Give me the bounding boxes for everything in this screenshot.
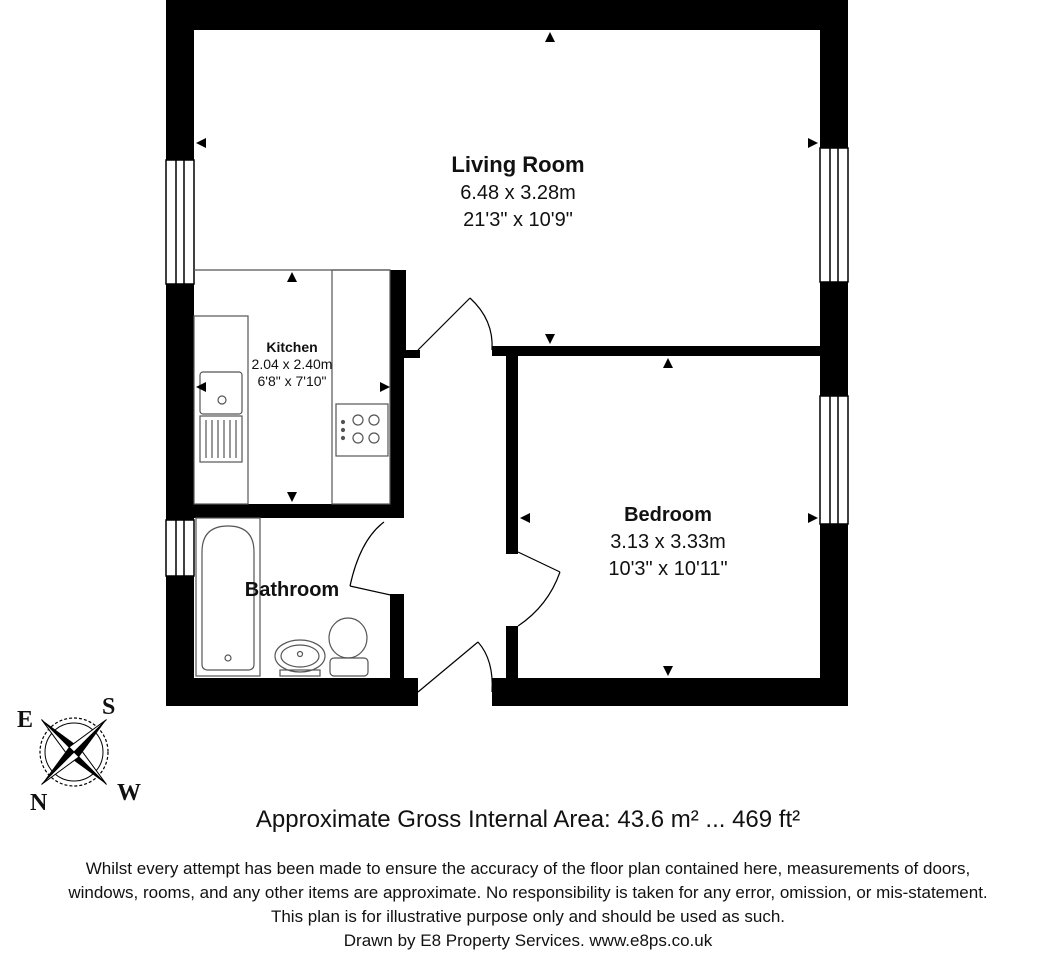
marker-living-top bbox=[545, 32, 555, 42]
kitchen-door-stub bbox=[390, 350, 420, 358]
doors bbox=[350, 298, 560, 692]
disclaimer bbox=[0, 857, 1056, 953]
disclaimer-line-3: This plan is for illustrative purpose only and should be used as such. bbox=[270, 907, 786, 926]
living-bedroom-wall bbox=[492, 346, 820, 356]
window-bathroom-west bbox=[166, 520, 194, 576]
bedroom-door-leaf bbox=[518, 552, 560, 572]
toilet-bowl bbox=[329, 618, 367, 658]
bathroom-door-swing bbox=[350, 522, 384, 586]
kitchen-door-swing bbox=[470, 298, 492, 350]
bedroom-west-wall-lower bbox=[506, 626, 518, 678]
marker-bedroom-left bbox=[520, 513, 530, 523]
marker-bedroom-right bbox=[808, 513, 818, 523]
compass-e-label: E bbox=[17, 707, 34, 733]
window-living-west bbox=[166, 160, 194, 284]
bedroom-west-wall-upper bbox=[506, 346, 518, 554]
south-wall-right bbox=[492, 678, 848, 706]
bedroom-metric: 3.13 x 3.33m bbox=[610, 531, 726, 553]
marker-kitchen-left bbox=[196, 382, 206, 392]
kitchen-door-leaf bbox=[418, 298, 470, 350]
compass-s-label: S bbox=[102, 694, 116, 720]
bathroom-name: Bathroom bbox=[244, 579, 340, 601]
marker-living-left bbox=[196, 138, 206, 148]
living-room-imperial: 21'3" x 10'9" bbox=[463, 209, 573, 231]
kitchen-imperial: 6'8" x 7'10" bbox=[257, 373, 327, 389]
bedroom-name: Bedroom bbox=[624, 504, 712, 526]
living-room-metric: 6.48 x 3.28m bbox=[460, 182, 576, 204]
bedroom-label bbox=[568, 504, 768, 581]
kitchen-east-wall bbox=[390, 358, 404, 518]
disclaimer-line-4: Drawn by E8 Property Services. www.e8ps.co.uk bbox=[343, 931, 713, 950]
kitchen-name: Kitchen bbox=[266, 339, 318, 355]
north-wall bbox=[166, 0, 848, 30]
bathroom-door-leaf bbox=[350, 586, 404, 598]
compass-w-label: W bbox=[117, 780, 141, 806]
bedroom-imperial: 10'3" x 10'11" bbox=[608, 558, 728, 580]
bedroom-door-swing bbox=[518, 572, 560, 626]
kitchen-bathroom-wall bbox=[194, 504, 404, 518]
marker-kitchen-top bbox=[287, 272, 297, 282]
marker-bedroom-top bbox=[663, 358, 673, 368]
window-bedroom-east bbox=[820, 396, 848, 524]
window-living-east bbox=[820, 148, 848, 282]
east-wall bbox=[820, 0, 848, 706]
kitchen-east-wall-upper bbox=[390, 270, 406, 350]
disclaimer-line-1: Whilst every attempt has been made to ensure the accuracy of the floor plan contained here, measurements of doors, bbox=[85, 859, 971, 878]
gross-internal-area: Approximate Gross Internal Area: 43.6 m² ... 469 ft² bbox=[255, 806, 801, 833]
toilet-cistern bbox=[330, 658, 368, 676]
living-room-label bbox=[418, 152, 618, 232]
marker-kitchen-bottom bbox=[287, 492, 297, 502]
entrance-door-leaf bbox=[418, 642, 478, 692]
kitchen-label bbox=[234, 339, 350, 390]
kitchen-metric: 2.04 x 2.40m bbox=[251, 356, 333, 372]
marker-living-bottom bbox=[545, 334, 555, 344]
west-wall bbox=[166, 0, 194, 706]
bathroom-east-wall bbox=[390, 594, 404, 678]
marker-kitchen-right bbox=[380, 382, 390, 392]
disclaimer-line-2: windows, rooms, and any other items are approximate. No responsibility is taken for any error, omission, or mis-statement. bbox=[68, 883, 988, 902]
marker-bedroom-bottom bbox=[663, 666, 673, 676]
south-wall-left bbox=[166, 678, 418, 706]
entrance-door-swing bbox=[478, 642, 492, 692]
marker-living-right bbox=[808, 138, 818, 148]
living-room-name: Living Room bbox=[451, 152, 585, 177]
sink-plug bbox=[218, 396, 226, 404]
compass-n-label: N bbox=[30, 790, 48, 816]
